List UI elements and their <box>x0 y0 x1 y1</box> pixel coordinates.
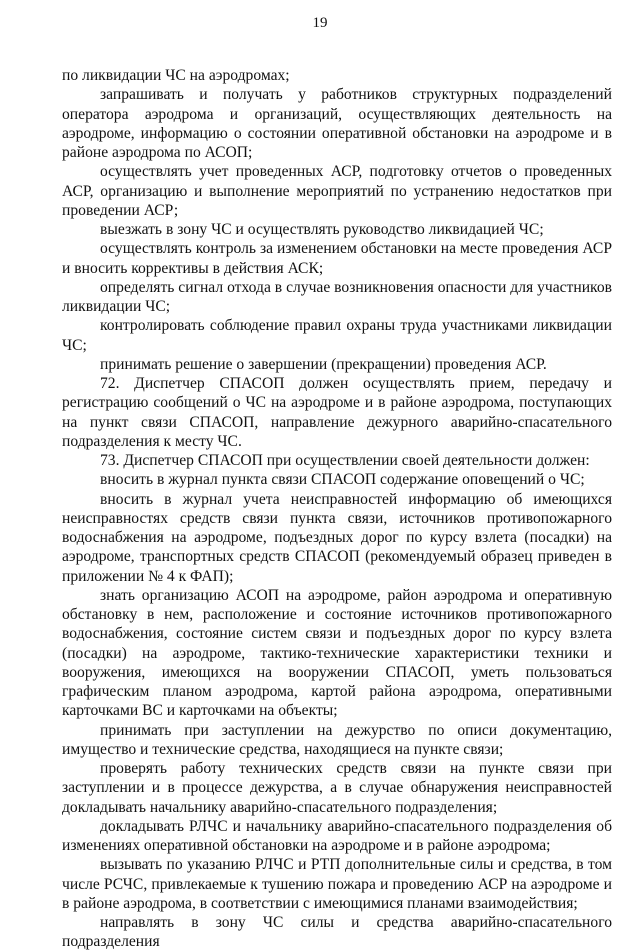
numbered-paragraph-72: 72. Диспетчер СПАСОП должен осуществлять прием, передачу и регистрацию сообщений о ЧС на аэродроме и в районе аэродрома, поступающих на пункт связи СПАСОП, направление дежурного аварийно-спасательного подразделения к месту ЧС. <box>62 375 612 450</box>
paragraph: вносить в журнал пункта связи СПАСОП содержание оповещений о ЧС; <box>100 471 585 489</box>
paragraph: осуществлять учет проведенных АСР, подготовку отчетов о проведенных АСР, организацию и выполнение мероприятий по устранению недостатков при проведении АСР; <box>62 163 612 219</box>
paragraph: направлять в зону ЧС силы и средства аварийно-спасательного подразделения <box>62 914 612 951</box>
paragraph: принимать решение о завершении (прекращении) проведения АСР. <box>100 355 547 373</box>
paragraph: знать организацию АСОП на аэродроме, район аэродрома и оперативную обстановку в нем, расположение и состояние источников противопожарного водоснабжения, состояние систем связи и подъездных дорог по курсу взлета (посадки) на аэродроме, тактико-технические характеристики техники и вооружения, имеющихся на вооружении СПАСОП, уметь пользоваться графическим планом аэродрома, картой района аэродрома, оперативными карточками ВС и карточками на объекты; <box>62 586 612 720</box>
paragraph: контролировать соблюдение правил охраны труда участниками ликвидации ЧС; <box>62 317 612 354</box>
document-body <box>62 66 612 952</box>
page-number: 19 <box>312 15 328 31</box>
paragraph: осуществлять контроль за изменением обстановки на месте проведения АСР и вносить коррективы в действия АСК; <box>62 240 612 277</box>
numbered-paragraph-73: 73. Диспетчер СПАСОП при осуществлении своей деятельности должен: <box>100 452 590 469</box>
paragraph: вызывать по указанию РЛЧС и РТП дополнительные силы и средства, в том числе РСЧС, привлекаемые к тушению пожара и проведению АСР на аэродроме и в районе аэродрома, в соответствии с имеющимися планами взаимодействия; <box>62 856 612 912</box>
paragraph: выезжать в зону ЧС и осуществлять руководство ликвидацией ЧС; <box>100 221 544 238</box>
paragraph: принимать при заступлении на дежурство по описи документацию, имущество и технические средства, находящиеся на пункте связи; <box>62 721 612 758</box>
paragraph: определять сигнал отхода в случае возникновения опасности для участников ликвидации ЧС; <box>62 278 612 315</box>
paragraph: по ликвидации ЧС на аэродромах; <box>62 67 290 84</box>
paragraph: запрашивать и получать у работников структурных подразделений оператора аэродрома и организаций, осуществляющих деятельность на аэродроме, информацию о состоянии оперативной обстановки на аэродроме и в районе аэродрома по АСОП; <box>62 86 612 161</box>
paragraph: докладывать РЛЧС и начальнику аварийно-спасательного подразделения об изменениях оперативной обстановки на аэродроме и в районе аэродрома; <box>62 817 612 854</box>
paragraph: вносить в журнал учета неисправностей информацию об имеющихся неисправностях средств связи пункта связи, источников противопожарного водоснабжения на аэродроме, подъездных дорог по курсу взлета (посадки) на аэродроме, транспортных средств СПАСОП (рекомендуемый образец приведен в приложении № 4 к ФАП); <box>62 490 612 585</box>
paragraph: проверять работу технических средств связи на пункте связи при заступлении и в процессе дежурства, а в случае обнаружения неисправностей докладывать начальнику аварийно-спасательного подразделения; <box>62 760 612 816</box>
